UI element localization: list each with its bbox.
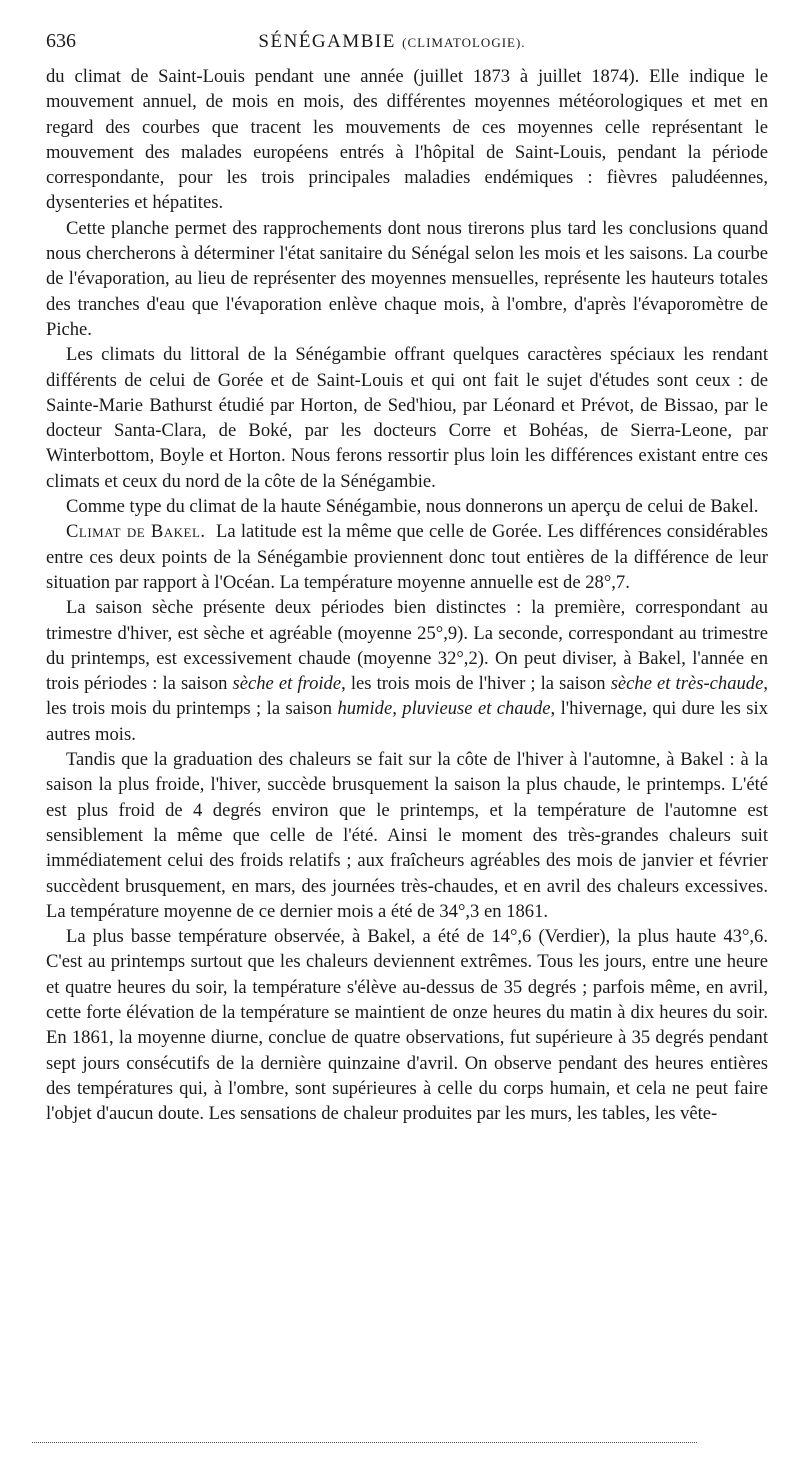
document-page <box>46 30 768 1126</box>
paragraph: Cette planche permet des rapprochements dont nous tirerons plus tard les conclusions quand nous chercherons à déterminer l'état sanitaire du Sénégal selon les mois et les saisons. La courbe de l'évaporation, au lieu de représenter des moyennes mensuelles, représente les hauteurs totales des tranches d'eau que l'évaporation enlève chaque mois, à l'ombre, d'après l'évaporomètre de Piche. <box>46 217 768 340</box>
paragraph-text: , l'hivernage, qui dure les six autres mois. <box>46 698 768 745</box>
running-title-main: SÉNÉGAMBIE <box>258 31 396 52</box>
paragraph: du climat de Saint-Louis pendant une année (juillet 1873 à juillet 1874). Elle indique le mouvement annuel, de mois en mois, des différentes moyennes météorologiques et met en regard des courbes que tracent les mouvements de ces moyennes celle représentant le mouvement des malades européens entrés à l'hôpital de Saint-Louis, pendant la période correspondante, pour les trois principales maladies endémiques : fièvres paludéennes, dysenteries et hépatites. <box>46 66 768 214</box>
body-text <box>46 64 768 1126</box>
emphasis-text: sèche et froide <box>232 673 342 695</box>
paragraph-text: La saison sèche présente deux périodes bien distinctes : la première, correspondant au trimestre d'hiver, est sèche et agréable (moyenne 25°,9). La seconde, correspondant au trimestre du printemps, est excessivement chaude (moyenne 32°,2). On peut diviser, à Bakel, l'année en trois périodes : la saison <box>46 597 768 695</box>
paragraph: Les climats du littoral de la Sénégambie offrant quelques caractères spéciaux les rendant différents de celui de Gorée et de Saint-Louis et qui ont fait le sujet d'études sont ceux : de Sainte-Marie Bathurst étudié par Horton, de Sed'hiou, par Léonard et Prévot, de Bissao, par le docteur Santa-Clara, de Boké, par les docteurs Corre et Bohéas, de Sierra-Leone, par Winterbottom, Boyle et Horton. Nous ferons ressortir plus loin les différences existant entre ces climats et ceux du nord de la côte de la Sénégambie. <box>46 344 768 492</box>
paragraph: Comme type du climat de la haute Sénégambie, nous donnerons un aperçu de celui de Bakel. <box>66 496 759 518</box>
paragraph-text: , les trois mois du printemps ; la saison <box>46 673 768 720</box>
footer-rule <box>32 1442 697 1443</box>
page-header <box>46 30 768 64</box>
paragraph-text: La latitude est la même que celle de Gorée. Les différences considérables entre ces deux points de la Sénégambie proviennent donc tout entières de la différence de leur situation par rapport à l'Océan. La température moyenne annuelle est de 28°,7. <box>46 521 768 593</box>
emphasis-text: sèche et très-chaude <box>610 673 764 695</box>
page-number: 636 <box>46 30 76 52</box>
running-title-subtitle: (CLIMATOLOGIE). <box>402 35 526 50</box>
emphasis-text: humide, pluvieuse et chaude <box>337 698 551 720</box>
paragraph-text: , les trois mois de l'hiver ; la saison <box>341 673 611 695</box>
paragraph: La plus basse température observée, à Bakel, a été de 14°,6 (Verdier), la plus haute 43°,6. C'est au printemps surtout que les chaleurs deviennent extrêmes. Tous les jours, entre une heure et quatre heures du soir, la température s'élève au-dessus de 35 degrés ; parfois même, en avril, cette forte élévation de la température se maintient de onze heures du matin à dix heures du soir. En 1861, la moyenne diurne, conclue de quatre observations, fut supérieure à 35 degrés pendant sept jours consécutifs de la dernière quinzaine d'avril. On observe pendant des heures entières des températures qui, à l'ombre, sont supérieures à celle du corps humain, et cela ne peut faire l'objet d'aucun doute. Les sensations de chaleur produites par les murs, les tables, les vête- <box>46 926 768 1125</box>
section-heading: Climat de Bakel. <box>66 521 206 543</box>
paragraph <box>46 595 768 747</box>
running-title <box>258 31 525 53</box>
paragraph: Tandis que la graduation des chaleurs se fait sur la côte de l'hiver à l'automne, à Bakel : à la saison la plus froide, l'hiver, succède brusquement la saison la plus chaude, le printemps. L'été est plus froid de 4 degrés environ que le printemps, et la température de l'automne est sensiblement la même que celle de l'été. Ainsi le moment des très-grandes chaleurs suit immédiatement celui des froids relatifs ; aux fraîcheurs agréables des mois de janvier et février succèdent brusquement, en mars, des journées très-chaudes, et en avril des chaleurs excessives. La température moyenne de ce dernier mois a été de 34°,3 en 1861. <box>46 749 768 922</box>
paragraph <box>46 519 768 595</box>
